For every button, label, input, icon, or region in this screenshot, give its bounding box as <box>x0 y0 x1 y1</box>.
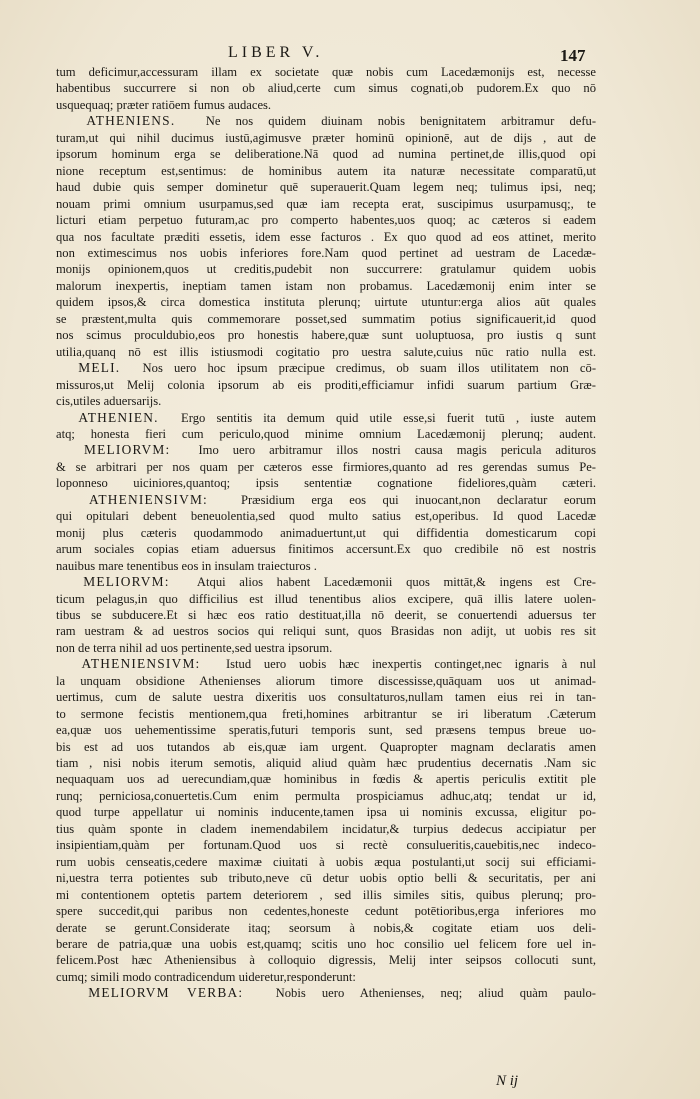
text-line <box>56 459 596 475</box>
text-line <box>56 130 596 146</box>
line-text: cumq; simili modo contradicendum uideretur,responderunt: <box>56 969 356 984</box>
speaker-name: MELI. <box>78 360 121 376</box>
line-text: loponneso uiciniores,quantoq; ipsis sententiæ cognatione fideliores,quàm cæteri. <box>56 476 596 491</box>
line-text: haud dubie quis semper dominetur quē superauerit.Quam legem neq; tulimus ipsi, neq; <box>56 180 596 195</box>
page-number: 147 <box>560 46 586 65</box>
text-line <box>56 936 596 952</box>
text-line <box>56 591 596 607</box>
line-text: la unquam obsidione Athenienses aliorum timore discessisse,quāquam uos ut animad- <box>56 673 596 688</box>
line-text: usquequaq; præter ratiōem fumus audaces. <box>56 97 272 112</box>
line-text: Nobis uero Athenienses, neq; aliud quàm paulo- <box>275 986 596 1001</box>
line-text: non extimescimus nos uobis inferiores fore.Nam quod pertinet ad uestram de Lacedæ- <box>56 245 596 260</box>
line-text: nione receptum est,sentimus: de hominibus autem ita naturæ necessitate comparatū,ut <box>56 163 596 178</box>
text-line <box>56 525 596 541</box>
body-text <box>56 64 596 1002</box>
line-text: qui opitulari debent beneuolentia,sed quod multo satius est,operibus. Id quod Lacedæ <box>56 509 596 524</box>
line-text: felicem.Post hæc Atheniensibus à colloquio digressis, Melij inter seipsos collocuti sunt, <box>56 953 596 968</box>
line-text: malorum inexpertis, ineptiam tamen istam non probamus. Lacedæmonij enim inter se <box>56 278 596 293</box>
line-text: to sermone fecistis mentionem,qua freti,homines arbitrantur se iri liberatum .Cæterum <box>56 706 596 721</box>
speaker-name: ATHENIENSIVM: <box>88 491 208 507</box>
line-text: utilia,quanq nō est illis istiusmodi cogitatio pro uestra salute,cuius nūc ratio nulla est. <box>56 344 596 359</box>
text-line <box>56 673 596 689</box>
line-text: runq; perniciosa,conuertetis.Cum enim permulta prospiciamus adhuc,atq; tendat ur id, <box>56 788 596 803</box>
line-text: licturi etiam perpetuo futuram,ac pro comperto habentes,uos quoq; ac cæteros si eadem <box>56 213 596 228</box>
line-text: spere succedit,qui paribus non cedentes,honeste cedunt potētioribus,erga inferiores mo <box>56 904 596 919</box>
text-line <box>56 97 596 113</box>
text-line <box>56 574 596 590</box>
text-line <box>56 360 596 376</box>
text-line <box>56 969 596 985</box>
speaker-name: ATHENIEN. <box>78 409 159 425</box>
text-line <box>56 229 596 245</box>
line-text: habentibus succurrere si non ob aliud,certe cum simus cognati,ob pudorem.Ex quo nō <box>56 81 596 96</box>
text-line <box>56 410 596 426</box>
text-line <box>56 804 596 820</box>
line-text: bis est ad uos tutandos ab eis,quæ iam urgent. Quapropter magnam declaratis amen <box>56 739 596 754</box>
text-line <box>56 492 596 508</box>
text-line <box>56 179 596 195</box>
line-text: monijs opinionem,quos ut creditis,pudebit non succurrere: gratulamur quidem uobis <box>56 262 596 277</box>
text-line <box>56 755 596 771</box>
text-line <box>56 508 596 524</box>
text-line <box>56 623 596 639</box>
text-line <box>56 788 596 804</box>
line-text: insipientiam,quàm per fortunam.Quod uos si rectè consulueritis,cauebitis,nec indeco- <box>56 838 596 853</box>
line-text: cis,utiles aduersarijs. <box>56 394 162 409</box>
speaker-name: MELIORVM: <box>84 442 171 458</box>
line-text: tibus se subducere.Et si hæc eos ratio destituat,illa nō deerit, se conuertendi aduersus ter <box>56 607 596 622</box>
line-text: berare de patria,quæ una uobis est,quamq; scitis uno hoc consilio uel felicem fore uel in- <box>56 937 596 952</box>
line-text: qua nos facultate præditi essetis, idem esse facturos . Ex quo quod ad eos attinet, merito <box>56 229 596 244</box>
text-line <box>56 640 596 656</box>
text-line <box>56 952 596 968</box>
text-line <box>56 821 596 837</box>
text-line <box>56 607 596 623</box>
text-line <box>56 278 596 294</box>
text-line <box>56 985 596 1001</box>
text-line <box>56 212 596 228</box>
line-text: se præstent,multa quis commemorare posset,sed summatim potius significauerit,id quod <box>56 311 596 326</box>
line-text: Atqui alios habent Lacedæmonii quos mittāt,& ingens est Cre- <box>196 575 596 590</box>
text-line <box>56 163 596 179</box>
text-line <box>56 146 596 162</box>
text-line <box>56 722 596 738</box>
line-text: nouam primi omnium usurpamus,sed quæ iam recepta erat, suscipimus usurpamusq;, te <box>56 196 596 211</box>
speaker-name: ATHENIENS. <box>86 113 176 129</box>
line-text: rum uobis censeatis,cedere maximæ ciuitati à uobis æqua postulanti,ut socij sui efficiami- <box>56 854 596 869</box>
line-text: quod turpe appellatur ui nominis inducente,tamen ipsa ui nominis excussa, eligitur po- <box>56 805 596 820</box>
line-text: uertimus, cum de salute uestra dixeritis uos consultaturos,nullam tamen eius rei in tan- <box>56 690 596 705</box>
line-text: nequaquam uos ad uerecundiam,quæ hominibus in fœdis & apertis periculis extitit ple <box>56 772 596 787</box>
line-text: tum deficimur,accessuram illam ex societate quæ nobis cum Lacedæmonijs est, necesse <box>56 65 596 79</box>
text-line <box>56 771 596 787</box>
line-text: turam,ut qui nihil ducimus iustū,agimusve præter hominū opinionē, aut de dijs , aut de <box>56 130 596 145</box>
text-line <box>56 196 596 212</box>
text-line <box>56 377 596 393</box>
text-line <box>56 261 596 277</box>
speaker-name: MELIORVM: <box>83 574 170 590</box>
line-text: derate se gerunt.Considerate itaq; seorsum à nobis,& cogitate etiam uos deli- <box>56 920 596 935</box>
speaker-name: MELIORVM VERBA: <box>88 985 244 1001</box>
text-line <box>56 837 596 853</box>
line-text: Imo uero arbitramur illos nostri causa magis pericula adituros <box>198 443 596 458</box>
text-line <box>56 706 596 722</box>
line-text: atq; honesta fieri cum periculo,quod minime omnium Lacedæmonij plerunq; audent. <box>56 426 596 441</box>
line-text: ram uestram & ad uestros socios qui reliqui sunt, quos Brasidas non adijt, ut uobis res sit <box>56 624 596 639</box>
line-text: Nos uero hoc ipsum præcipue credimus, ob suam illos utilitatem non cō- <box>142 361 596 376</box>
line-text: quidem ipsos,& circa domestica instituta plerunq; uirtute utuntur:erga alios aūt quales <box>56 295 596 310</box>
line-text: non de terra nihil ad uos pertinente,sed uestra ipsorum. <box>56 640 333 655</box>
text-line <box>56 558 596 574</box>
line-text: nauibus mare tenentibus eos in insulam traiecturos . <box>56 558 317 573</box>
text-line <box>56 870 596 886</box>
text-line <box>56 80 596 96</box>
signature-mark: N ij <box>496 1073 519 1089</box>
running-head-title: LIBER V. <box>228 44 324 61</box>
line-text: Ne nos quidem diuinam nobis benignitatem arbitramur defu- <box>205 114 596 129</box>
line-text: ticum pelagus,in quo difficilius est illud tenentibus alios excipere, quā illis latere uolen- <box>56 591 596 606</box>
line-text: tius quàm sponte in cladem inemendabilem incidatur,& turpius dedecus accipiatur per <box>56 821 596 836</box>
line-text: arum sociales copias etiam aduersus finitimos accersunt.Ex quo credibile nō est nostris <box>56 542 596 557</box>
speaker-name: ATHENIENSIVM: <box>81 656 201 672</box>
text-line <box>56 426 596 442</box>
text-line <box>56 294 596 310</box>
line-text: tiam , nisi nobis iterum semotis, aliquid aliud quàm hæc prudentius decernatis .Nam sic <box>56 756 596 771</box>
text-line <box>56 656 596 672</box>
text-line <box>56 113 596 129</box>
text-line <box>56 245 596 261</box>
line-text: mi contentionem optetis partem deteriorem , sed illis similes sitis, quibus plerunq; pro- <box>56 887 596 902</box>
text-line <box>56 64 596 80</box>
text-line <box>56 903 596 919</box>
line-text: ea,quæ uos uehementissime speratis,futuri temporis sunt, sed præsens tempus breue uo- <box>56 723 596 738</box>
text-line <box>56 541 596 557</box>
text-line <box>56 344 596 360</box>
text-line <box>56 311 596 327</box>
line-text: & se arbitrari per nos quam per cæteros esse firmiores,quanto ad res gerendas sumus Pe- <box>56 459 596 474</box>
line-text: Ergo sentitis ita demum quid utile esse,si fuerit tutū , iuste autem <box>181 410 596 425</box>
text-line <box>56 327 596 343</box>
text-line <box>56 920 596 936</box>
line-text: ipsorum hominum erga se deliberatione.Nā quod ad numina pertinet,de illis,quod opi <box>56 147 596 162</box>
line-text: nos scimus proculdubio,eos pro honestis habere,quæ sunt uoluptuosa, pro iustis q sunt <box>56 328 596 343</box>
text-line <box>56 739 596 755</box>
text-line <box>56 689 596 705</box>
text-line <box>56 393 596 409</box>
line-text: Istud uero uobis hæc inexpertis continget,nec ignaris à nul <box>225 657 596 672</box>
line-text: monij plus cæteris quodammodo animaduertunt,ut qui diffidentia domesticarum copi <box>56 525 596 540</box>
line-text: missuros,ut Melij colonia ipsorum ab eis proditi,efficiamur infidi suarum partium Græ- <box>56 377 596 392</box>
line-text: ni,uestra terra potientes sub tributo,neve cū detur uobis optio belli & securitatis, per ani <box>56 871 596 886</box>
line-text: Præsidium erga eos qui inuocant,non declaratur eorum <box>240 492 596 507</box>
text-line <box>56 854 596 870</box>
text-line <box>56 442 596 458</box>
text-line <box>56 887 596 903</box>
text-line <box>56 475 596 491</box>
